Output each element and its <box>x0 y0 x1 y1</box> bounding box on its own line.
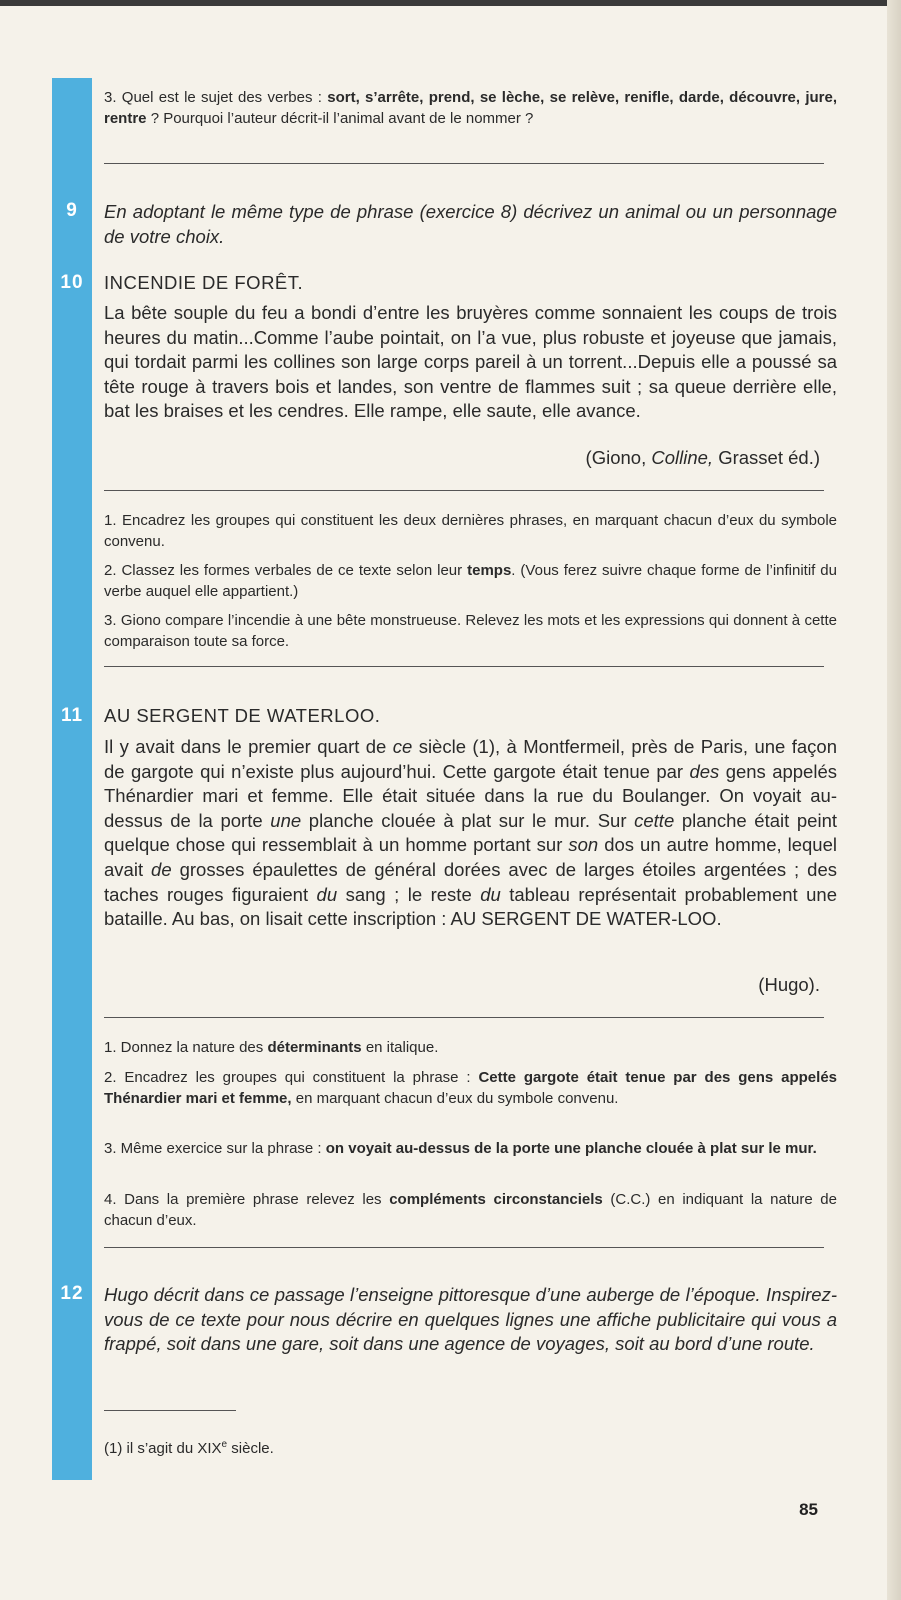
ex10-citation: (Giono, Colline, Grasset éd.) <box>585 447 820 468</box>
ex10-question-2: 2. Classez les formes verbales de ce texte selon leur temps. (Vous ferez suivre chaque forme de l’infinitif du verbe auquel elle appartient.) <box>104 562 837 600</box>
ex10-passage: La bête souple du feu a bondi d’entre les bruyères comme sonnaient les coups de trois heures du matin...Comme l’aube pointait, on l’a vue, plus robuste et joyeuse que jamais, qui tordait parmi les collines son large corps pareil à un torrent...Depuis elle a poussé sa tête rouge à travers bois et landes, son ventre de flammes suit ; sa queue derrière elle, bat les braises et les cendres. Elle rampe, elle saute, elle avance. <box>104 302 837 422</box>
ex11-question-4: 4. Dans la première phrase relevez les compléments circonstanciels (C.C.) en indiquant la nature de chacun d’eux. <box>104 1191 837 1229</box>
divider <box>104 490 824 491</box>
ex10-title: INCENDIE DE FORÊT. <box>104 272 304 293</box>
footnote-rule <box>104 1410 236 1411</box>
ex8-question-3: 3. Quel est le sujet des verbes : sort, s’arrête, prend, se lèche, se relève, renifle, darde, découvre, jure, rentre ? Pourquoi l’auteur décrit-il l’animal avant de le nommer ? <box>104 89 838 127</box>
ex11-question-1: 1. Donnez la nature des déterminants en italique. <box>104 1039 439 1056</box>
ex8-q3-verbs: sort, s’arrête, prend, se lèche, se relève, renifle, darde, découvre, jure, rentre <box>104 89 838 127</box>
exercise-number-12: 12 <box>60 1283 84 1304</box>
divider <box>104 163 824 164</box>
page-binding-edge <box>887 0 901 1600</box>
divider <box>104 1017 824 1018</box>
ex11-question-2: 2. Encadrez les groupes qui constituent la phrase : Cette gargote était tenue par des gens appelés Thénardier mari et femme, en marquant chacun d’eux du symbole convenu. <box>104 1069 837 1107</box>
ex11-title: AU SERGENT DE WATERLOO. <box>104 705 381 726</box>
ex11-passage: Il y avait dans le premier quart de ce siècle (1), à Montfermeil, près de Paris, une façon de gargote qui n’existe plus aujourd’hui. Cette gargote était tenue par des gens appelés Thénardier mari et femme. Elle était située dans la rue du Boulanger. On voyait au-dessus de la porte une planche clouée à plat sur le mur. Sur cette planche était peint quelque chose qui ressemblait à un homme portant sur son dos un autre homme, lequel avait de grosses épaulettes de général dorées avec de larges étoiles argentées ; des taches rouges figuraient du sang ; le reste du tableau représentait probablement une bataille. Au bas, on lisait cette inscription : AU SERGENT DE WATER-LOO. <box>104 736 838 930</box>
ex9-instruction: En adoptant le même type de phrase (exercice 8) décrivez un animal ou un personnage de votre choix. <box>104 201 837 247</box>
page-number: 85 <box>799 1500 818 1519</box>
exercise-number-9: 9 <box>66 200 78 221</box>
ex10-question-3: 3. Giono compare l’incendie à une bête monstrueuse. Relevez les mots et les expressions qui donnent à cette comparaison toute sa force. <box>104 612 837 650</box>
divider <box>104 1247 824 1248</box>
divider <box>104 666 824 667</box>
exercise-number-10: 10 <box>60 272 84 293</box>
page-top-edge <box>0 0 901 6</box>
ex12-instruction: Hugo décrit dans ce passage l’enseigne pittoresque d’une auberge de l’époque. Inspirez-vous de ce texte pour nous décrire en quelques lignes une affiche publicitaire qui vous a frappé, soit dans une gare, soit dans une agence de voyages, soit au bord d’une route. <box>104 1284 837 1355</box>
ex11-question-3: 3. Même exercice sur la phrase : on voyait au-dessus de la porte une planche clouée à plat sur le mur. <box>104 1140 817 1157</box>
footnote: (1) il s’agit du XIXe siècle. <box>104 1439 274 1457</box>
ex10-question-1: 1. Encadrez les groupes qui constituent les deux dernières phrases, en marquant chacun d’eux du symbole convenu. <box>104 512 837 550</box>
exercise-number-11: 11 <box>60 705 84 726</box>
ex11-citation: (Hugo). <box>758 974 820 995</box>
